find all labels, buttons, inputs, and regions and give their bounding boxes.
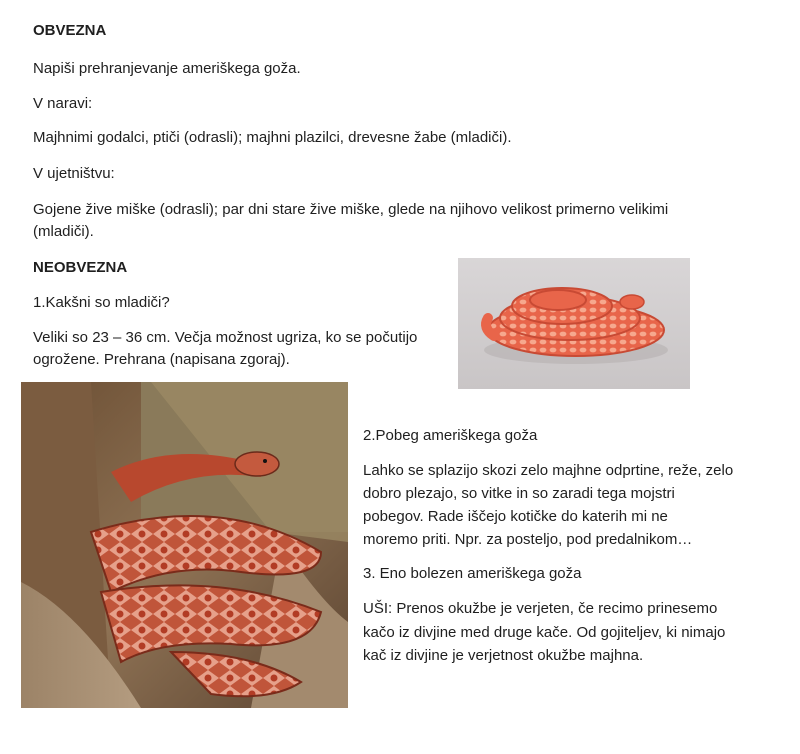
captivity-text-line1: Gojene žive miške (odrasli); par dni stare žive miške, glede na njihovo velikost primerno velikimi [33, 201, 669, 218]
answer-1-line2: ogrožene. Prehrana (napisana zgoraj). [33, 351, 290, 368]
wild-label: V naravi: [33, 95, 93, 112]
heading-neobvezna: NEOBVEZNA [33, 259, 128, 276]
answer-2-line2: dobro plezajo, so vitke in so zaradi tega mojstri [363, 485, 675, 502]
heading-obvezna: OBVEZNA [33, 22, 107, 39]
answer-2-line3: pobegov. Rade iščejo kotičke do katerih mi ne [363, 508, 668, 525]
coiled-snake-photo [458, 258, 690, 389]
wild-text: Majhnimi godalci, ptiči (odrasli); majhni plazilci, drevesne žabe (mladiči). [33, 129, 512, 146]
tree-snake-photo [21, 382, 348, 708]
answer-3-line1: UŠI: Prenos okužbe je verjeten, če recimo prinesemo [363, 600, 718, 617]
answer-1-line1: Veliki so 23 – 36 cm. Večja možnost ugriza, ko se počutijo [33, 329, 418, 346]
answer-3-line2: kačo iz divjine med druge kače. Od gojiteljev, ki nimajo [363, 624, 726, 641]
task-text: Napiši prehranjevanje ameriškega goža. [33, 60, 301, 77]
question-2: 2.Pobeg ameriškega goža [363, 427, 538, 444]
answer-3-line3: kač iz divjine je verjetnost okužbe majhna. [363, 647, 644, 664]
captivity-label: V ujetništvu: [33, 165, 115, 182]
question-3: 3. Eno bolezen ameriškega goža [363, 565, 582, 582]
question-1: 1.Kakšni so mladiči? [33, 294, 170, 311]
captivity-text-line2: (mladiči). [33, 223, 94, 240]
answer-2-line1: Lahko se splazijo skozi zelo majhne odprtine, reže, zelo [363, 462, 734, 479]
answer-2-line4: moremo priti. Npr. za posteljo, pod predalnikom… [363, 531, 693, 548]
